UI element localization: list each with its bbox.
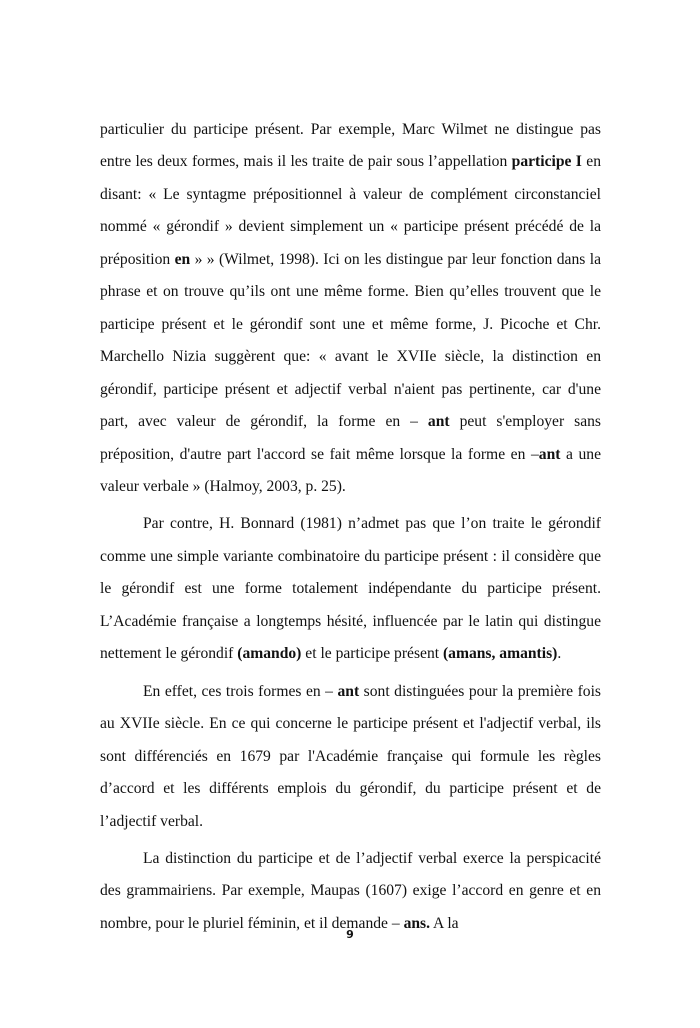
paragraph-2-bold-1: (amando) bbox=[237, 645, 302, 663]
paragraph-4 bbox=[100, 843, 601, 940]
paragraph-1 bbox=[100, 114, 601, 503]
paragraph-4-text-1: La distinction du participe et de l’adjectif verbal exerce la perspicacité des grammairiens. Par exemple, Maupas (1607) exige l’accord en genre et en nombre, pour le pluriel féminin, et il demande – bbox=[100, 849, 601, 932]
paragraph-2-bold-2: (amans, amantis) bbox=[442, 645, 558, 663]
paragraph-3-text-2: sont distinguées pour la première fois au XVIIe siècle. En ce qui concerne le participe présent et l'adjectif verbal, ils sont différenciés en 1679 par l'Académie française qui formule les règles d’accord et les différents emplois du gérondif, du participe présent et de l’adjectif verbal. bbox=[100, 682, 601, 830]
paragraph-4-bold-1: ans. bbox=[403, 914, 430, 932]
paragraph-1-text-4: peut s'employer sans préposition, d'autre part l'accord se fait même lorsque la forme en – bbox=[100, 413, 601, 463]
paragraph-2 bbox=[100, 508, 601, 670]
paragraph-2-text-1: Par contre, H. Bonnard (1981) n’admet pas que l’on traite le gérondif comme une simple variante combinatoire du participe présent : il considère que le gérondif est une forme totalement indépendante du participe présent. L’Académie française a longtemps hésité, influencée par le latin qui distingue nettement le gérondif bbox=[100, 515, 601, 663]
page-number: 9 bbox=[346, 928, 354, 941]
paragraph-1-text-2: en disant: « Le syntagme prépositionnel à valeur de complément circonstanciel nommé « gérondif » devient simplement un « participe présent précédé de la préposition bbox=[100, 153, 601, 268]
paragraph-3 bbox=[100, 676, 601, 838]
paragraph-1-text-3: » » (Wilmet, 1998). Ici on les distingue par leur fonction dans la phrase et on trouve qu’ils ont une même forme. Bien qu’elles trouvent que le participe présent et le gérondif sont une et même forme, J. Picoche et Chr. Marchello Nizia suggèrent que: « avant le XVIIe siècle, la distinction en gérondif, participe présent et adjectif verbal n'aient pas pertinente, car d'une part, avec valeur de gérondif, la forme en – bbox=[100, 250, 601, 431]
paragraph-4-text-2: A la bbox=[430, 914, 459, 932]
paragraph-1-bold-3: ant bbox=[427, 413, 450, 431]
paragraph-2-text-2: et le participe présent bbox=[301, 645, 443, 663]
paragraph-1-bold-1: participe I bbox=[511, 153, 582, 171]
paragraph-3-text-1: En effet, ces trois formes en – bbox=[143, 682, 338, 700]
body-text bbox=[100, 114, 601, 940]
paragraph-1-text-1: particulier du participe présent. Par exemple, Marc Wilmet ne distingue pas entre les deux formes, mais il les traite de pair sous l’appellation bbox=[100, 121, 601, 171]
paragraph-1-bold-2: en bbox=[174, 250, 191, 268]
paragraph-1-bold-4: ant bbox=[538, 445, 561, 463]
paragraph-1-text-5: a une valeur verbale » (Halmoy, 2003, p. 25). bbox=[100, 445, 602, 495]
paragraph-3-bold-1: ant bbox=[337, 682, 360, 700]
paragraph-2-text-3: . bbox=[557, 645, 562, 663]
